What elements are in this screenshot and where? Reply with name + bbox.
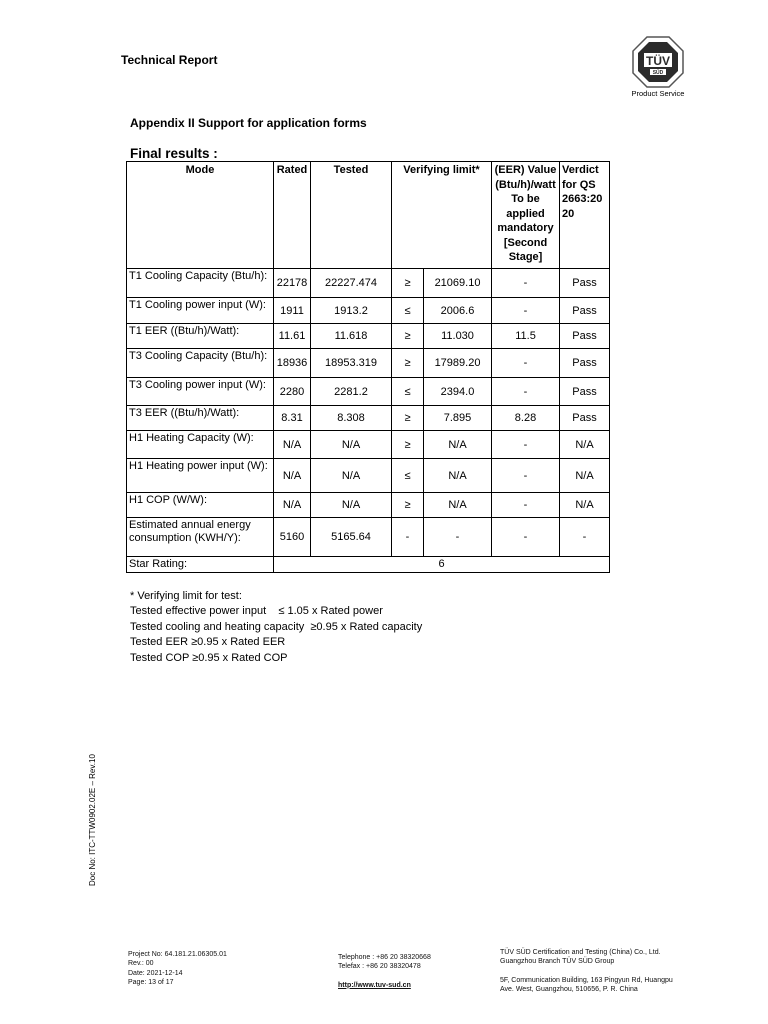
report-title: Technical Report (121, 53, 218, 67)
cell-mode: H1 COP (W/W): (127, 493, 274, 518)
table-row (127, 378, 610, 406)
cell-tested: N/A (311, 431, 392, 459)
cell-rated: N/A (274, 493, 311, 518)
table-header-row (127, 162, 610, 269)
cell-tested: N/A (311, 493, 392, 518)
cell-verdict: N/A (560, 431, 610, 459)
cell-limit: 17989.20 (424, 349, 492, 378)
cell-rated: 18936 (274, 349, 311, 378)
cell-tested: N/A (311, 459, 392, 493)
cell-rated: 8.31 (274, 406, 311, 431)
table-row (127, 518, 610, 557)
table-row (127, 431, 610, 459)
cell-tested: 1913.2 (311, 298, 392, 324)
cell-eer: - (492, 493, 560, 518)
cell-eer: - (492, 459, 560, 493)
cell-rated: 11.61 (274, 324, 311, 349)
cell-verdict: Pass (560, 378, 610, 406)
cell-operator: ≤ (392, 298, 424, 324)
section-title: Final results : (130, 146, 218, 161)
cell-operator: ≤ (392, 378, 424, 406)
footer-contact: Telephone : +86 20 38320668 Telefax : +86 20 38320478 http://www.tuv-sud.cn (338, 954, 431, 989)
cell-operator: ≥ (392, 269, 424, 298)
appendix-title: Appendix II Support for application forms (130, 116, 367, 130)
cell-rated: N/A (274, 431, 311, 459)
footer-project-info: Project No: 64.181.21.06305.01 Rev.: 00 Date: 2021-12-14 Page: 13 of 17 (128, 951, 227, 987)
cell-operator: ≥ (392, 493, 424, 518)
cell-eer: - (492, 269, 560, 298)
header-verifying-limit: Verifying limit* (392, 162, 492, 269)
cell-tested: 5165.64 (311, 518, 392, 557)
cell-mode: T3 EER ((Btu/h)/Watt): (127, 406, 274, 431)
cell-rated: 5160 (274, 518, 311, 557)
side-doc-number: Doc No: ITC-TTW0902.02E – Rev.10 (88, 754, 97, 886)
cell-verdict: - (560, 518, 610, 557)
logo-caption: Product Service (631, 89, 685, 98)
cell-limit: N/A (424, 431, 492, 459)
note-line: * Verifying limit for test: (130, 590, 242, 602)
tuv-sud-logo (632, 36, 684, 88)
cell-rated: 22178 (274, 269, 311, 298)
table-row (127, 324, 610, 349)
cell-verdict: Pass (560, 269, 610, 298)
cell-limit: - (424, 518, 492, 557)
note-line: Tested cooling and heating capacity ≥0.95 x Rated capacity (130, 620, 423, 633)
note-line: Tested EER ≥0.95 x Rated EER (130, 636, 286, 649)
table-row (127, 459, 610, 493)
cell-tested: 8.308 (311, 406, 392, 431)
cell-eer: - (492, 298, 560, 324)
website-link[interactable]: http://www.tuv-sud.cn (338, 981, 411, 989)
header-tested: Tested (311, 162, 392, 269)
cell-mode: T3 Cooling Capacity (Btu/h): (127, 349, 274, 378)
cell-limit: N/A (424, 493, 492, 518)
cell-rated: 1911 (274, 298, 311, 324)
cell-eer: 11.5 (492, 324, 560, 349)
cell-eer: - (492, 349, 560, 378)
cell-limit: 11.030 (424, 324, 492, 349)
star-rating-row (127, 557, 610, 573)
cell-rated: 2280 (274, 378, 311, 406)
final-results-table (126, 161, 610, 573)
svg-text:SÜD: SÜD (652, 70, 664, 77)
cell-operator: ≥ (392, 431, 424, 459)
cell-tested: 18953.319 (311, 349, 392, 378)
cell-mode: Estimated annual energy consumption (KWH/Y): (127, 518, 274, 557)
cell-verdict: Pass (560, 324, 610, 349)
cell-mode: T3 Cooling power input (W): (127, 378, 274, 406)
header-rated: Rated (274, 162, 311, 269)
cell-verdict: N/A (560, 459, 610, 493)
header-mode: Mode (127, 162, 274, 269)
cell-verdict: Pass (560, 298, 610, 324)
table-row (127, 269, 610, 298)
cell-operator: ≥ (392, 324, 424, 349)
cell-verdict: Pass (560, 349, 610, 378)
table-row (127, 406, 610, 431)
cell-operator: ≥ (392, 349, 424, 378)
star-rating-label: Star Rating: (127, 557, 274, 573)
cell-mode: H1 Heating power input (W): (127, 459, 274, 493)
cell-operator: - (392, 518, 424, 557)
cell-tested: 11.618 (311, 324, 392, 349)
cell-limit: 7.895 (424, 406, 492, 431)
cell-limit: 2394.0 (424, 378, 492, 406)
cell-rated: N/A (274, 459, 311, 493)
cell-mode: T1 Cooling power input (W): (127, 298, 274, 324)
header-verdict: Verdict for QS 2663:20 20 (560, 162, 610, 269)
cell-limit: 2006.6 (424, 298, 492, 324)
verifying-limit-notes (130, 589, 422, 666)
cell-verdict: Pass (560, 406, 610, 431)
table-row (127, 493, 610, 518)
header-eer-value: (EER) Value (Btu/h)/watt To be applied mandatory [Second Stage] (492, 162, 560, 269)
cell-mode: T1 Cooling Capacity (Btu/h): (127, 269, 274, 298)
note-line: Tested COP ≥0.95 x Rated COP (130, 651, 288, 664)
cell-eer: 8.28 (492, 406, 560, 431)
cell-limit: N/A (424, 459, 492, 493)
cell-operator: ≤ (392, 459, 424, 493)
cell-verdict: N/A (560, 493, 610, 518)
table-row (127, 298, 610, 324)
cell-eer: - (492, 378, 560, 406)
note-line: Tested effective power input ≤ 1.05 x Rated power (130, 605, 383, 618)
cell-tested: 22227.474 (311, 269, 392, 298)
table-row (127, 349, 610, 378)
footer-company-address: TÜV SÜD Certification and Testing (China) Co., Ltd. Guangzhou Branch TÜV SÜD Group 5F, Communication Building, 163 Pingyun Rd, Huangpu Ave. West, Guangzhou, 510656, P. R. China (500, 949, 673, 994)
cell-tested: 2281.2 (311, 378, 392, 406)
star-rating-value: 6 (274, 557, 610, 573)
cell-limit: 21069.10 (424, 269, 492, 298)
cell-eer: - (492, 518, 560, 557)
svg-text:TÜV: TÜV (646, 54, 670, 68)
cell-operator: ≥ (392, 406, 424, 431)
cell-mode: H1 Heating Capacity (W): (127, 431, 274, 459)
cell-eer: - (492, 431, 560, 459)
cell-mode: T1 EER ((Btu/h)/Watt): (127, 324, 274, 349)
